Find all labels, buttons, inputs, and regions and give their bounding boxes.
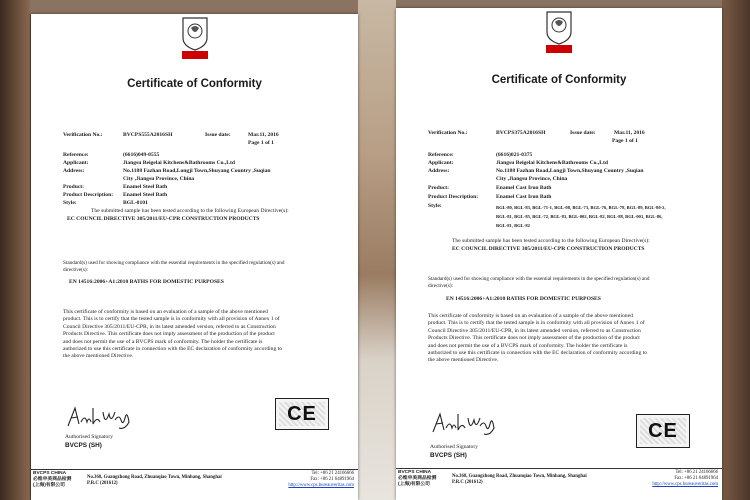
page-info-text: Page 1 of 1 (612, 138, 638, 144)
signature-image (65, 400, 135, 434)
para-line: Products Directive. This certificate does not imply assessment of the production of the product (428, 335, 640, 342)
footer-brand: BVCPS CHINA (33, 471, 67, 476)
issue-date-label: Issue date: (570, 130, 596, 136)
background-middle-bathtub (358, 0, 396, 500)
ce-mark-text: CE (648, 419, 678, 442)
para-line: This certificate of conformity is based on an evaluation of a sample of the above mentioned (63, 309, 268, 315)
submitted-text: The submitted sample has been tested according to the following European Directive(s): (452, 238, 650, 244)
footer-tel: Tel: +86 21 24166666 (311, 471, 354, 476)
address-line2: City ,Jiangsu Province, China (496, 176, 568, 182)
footer-rule (31, 469, 358, 470)
ce-mark (275, 398, 329, 430)
para-line: product. This is to certify that the tested sample is in conformity with all provision of Annex 1 of (428, 320, 645, 327)
directive: EC COUNCIL DIRECTIVE 305/2011/EU-CPR CONSTRUCTION PRODUCTS (452, 246, 645, 252)
issue-date: Mar.11, 2016 (248, 132, 279, 138)
style-list (496, 203, 716, 230)
para-line: authorized to use this certificate in connection with the EC declaration of conformity according to (63, 346, 283, 353)
standard: EN 14516:2006+A1:2010 BATHS FOR DOMESTIC PURPOSES (69, 279, 224, 285)
certificate-steel-bath (31, 14, 358, 500)
bureau-veritas-logo-icon (181, 16, 209, 60)
product-desc-label: Product Description: (428, 194, 479, 200)
footer-brand-cn: 必维申美商品检测 (398, 476, 437, 481)
verification-label: Verification No.: (63, 132, 103, 138)
verification-label: Verification No.: (428, 130, 468, 136)
style-line: BGL-80, BGL-83, BGL-71-1, BGL-08, BGL-73, BGL-76, BGL-78, BGL-89, BGL-80-2, (496, 205, 666, 210)
certificate-title: Certificate of Conformity (491, 74, 627, 86)
signatory-org: BVCPS (SH) (65, 442, 102, 449)
signatory-label: Authorised Signatory (430, 444, 479, 450)
footer-url-link[interactable]: http://www.cps.bureauveritas.com (652, 482, 718, 487)
product-desc-value: Enamel Steel Bath (123, 192, 168, 198)
standards-line1: Standard(s) used for showing compliance with the essential requirements in the specified regulation(s) and (63, 260, 285, 266)
verification-number: BVCPS555A2016SH (123, 132, 173, 138)
footer-address-2: P.R.C (201612) (452, 480, 483, 485)
product-value: Enamel Steel Bath (123, 184, 168, 190)
background-left-curtain (0, 0, 30, 500)
certificate-footer (396, 470, 722, 498)
footer-brand-cn: 必维申美商品检测 (33, 477, 72, 482)
reference-label: Reference: (63, 152, 89, 158)
background-right-curtain (722, 0, 750, 500)
certificate-title: Certificate of Conformity (127, 78, 262, 90)
issue-date-label: Issue date: (205, 132, 231, 138)
footer-tel: Tel: +86 21 24166666 (675, 470, 718, 475)
issue-date: Mar.11, 2016 (614, 130, 645, 136)
para-line: This certificate of conformity is based on an evaluation of a sample of the above mentioned (428, 313, 633, 319)
para-line: and does not permit the use of a BVCPS mark of conformity. The holder the certificate is (63, 338, 263, 345)
certificate-cast-iron-bath (396, 8, 722, 500)
address-label: Address: (428, 168, 450, 174)
standards-line2: directive(s): (63, 267, 89, 273)
certificate-footer (31, 471, 358, 499)
directive: EC COUNCIL DIRECTIVE 305/2011/EU-CPR CONSTRUCTION PRODUCTS (67, 216, 260, 222)
reference-value: (6616)049-0555 (123, 152, 160, 158)
applicant-label: Applicant: (428, 160, 454, 166)
para-line: the above mentioned Directive. (63, 353, 134, 360)
para-line: authorized to use this certificate in connection with the EC declaration of conformity according to (428, 350, 648, 357)
signature-image (430, 406, 500, 440)
reference-label: Reference: (428, 152, 454, 158)
footer-fax: Fax: +86 21 64891964 (674, 476, 718, 481)
standards-line2: directive(s): (428, 283, 454, 289)
address-line1: No.1188 Fazhan Road,Longji Town,Shuyang Country ,Suqian (123, 168, 271, 174)
verification-number: BVCPS375A2016SH (496, 130, 546, 136)
style-line: BGL-81, BGL-85, BGL-72, BGL-83, BGL-002, BGL-82, BGL-88, BGL-001, BGL-86, (496, 214, 663, 219)
signatory-org: BVCPS (SH) (430, 452, 467, 459)
signatory-label: Authorised Signatory (65, 434, 114, 440)
footer-fax: Fax: +86 21 64891964 (310, 477, 354, 482)
style-line: BGL-81, BGL-82 (496, 223, 530, 228)
address-label: Address: (63, 168, 85, 174)
para-line: Products Directive. This certificate does not imply assessment of the production of the product (63, 331, 275, 338)
para-line: Council Directive 305/2011/EU-CPR, in its latest amended version, referred to as Construction (63, 323, 276, 330)
footer-brand-cn2: (上海)有限公司 (33, 483, 65, 488)
product-desc-label: Product Description: (63, 192, 114, 198)
bureau-veritas-logo-icon (545, 10, 573, 54)
reference-value: (6616)021-0375 (496, 152, 533, 158)
product-desc-value: Enamel Cast Iron Bath (496, 194, 552, 200)
para-line: and does not permit the use of a BVCPS mark of conformity. The holder the certificate is (428, 342, 628, 349)
standard: EN 14516:2006+A1:2010 BATHS FOR DOMESTIC PURPOSES (446, 296, 601, 302)
page-info-text: Page 1 of 1 (248, 140, 274, 146)
standards-line1: Standard(s) used for showing compliance with the essential requirements in the specified regulation(s) and (428, 276, 650, 282)
applicant-value: Jiangsu Beigelai Kitchens&Bathrooms Co.,Ltd (496, 160, 608, 166)
product-label: Product: (63, 184, 85, 190)
product-label: Product: (428, 185, 450, 191)
ce-mark (636, 414, 690, 448)
product-value: Enamel Cast Iron Bath (496, 185, 552, 191)
applicant-value: Jiangsu Beigelai Kitchens&Bathrooms Co.,Ltd (123, 160, 235, 166)
style-label: Style: (63, 200, 77, 206)
footer-rule (396, 468, 722, 469)
conformity-paragraph (428, 313, 718, 365)
address-line1: No.1188 Fazhan Road,Longji Town,Shuyang Country ,Suqian (496, 168, 644, 174)
footer-url-link[interactable]: http://www.cps.bureauveritas.com (288, 483, 354, 488)
footer-brand-cn2: (上海)有限公司 (398, 482, 430, 487)
ce-mark-text: CE (287, 402, 317, 425)
conformity-paragraph (63, 309, 353, 361)
submitted-text: The submitted sample has been tested according to the following European Directive(s): (91, 208, 289, 214)
para-line: the above mentioned Directive. (428, 357, 499, 364)
footer-address-1: No.368, Guangzhong Road, Zhuanqiao Town, Minhang, Shanghai (87, 475, 222, 480)
style-label: Style: (428, 203, 442, 209)
footer-brand: BVCPS CHINA (398, 470, 432, 475)
footer-address-1: No.368, Guangzhong Road, Zhuanqiao Town, Minhang, Shanghai (452, 474, 587, 479)
style-value: BGL-0101 (123, 200, 148, 206)
footer-address-2: P.R.C (201612) (87, 481, 118, 486)
applicant-label: Applicant: (63, 160, 89, 166)
address-line2: City ,Jiangsu Province, China (123, 176, 195, 182)
para-line: product. This is to certify that the tested sample is in conformity with all provision of Annex 1 of (63, 316, 280, 323)
para-line: Council Directive 305/2011/EU-CPR, in its latest amended version, referred to as Construction (428, 327, 641, 334)
